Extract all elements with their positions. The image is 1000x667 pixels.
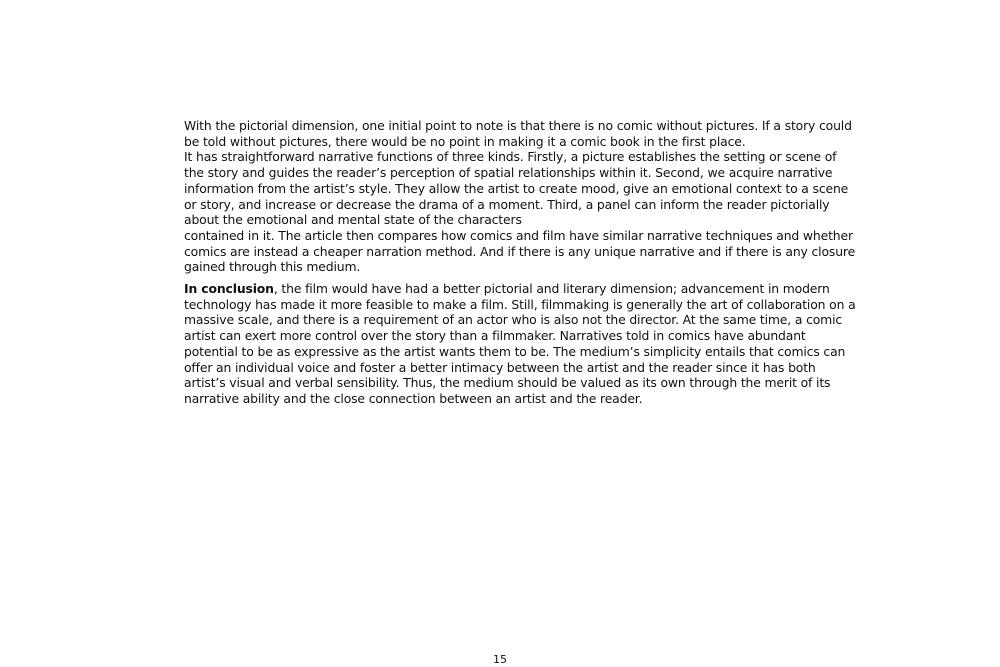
page-number: 15 bbox=[493, 653, 507, 666]
paragraph-narrative-functions: It has straightforward narrative functions of three kinds. Firstly, a picture establishes the setting or scene of the story and guides the reader’s perception of spatial relationships within it. Second, we acquire narrative information from the artist’s style. They allow the artist to create mood, give an emotional context to a scene or story, and increase or decrease the drama of a moment. Third, a panel can inform the reader pictorially about the emotional and mental state of the characters bbox=[184, 149, 849, 228]
paragraph-conclusion bbox=[184, 281, 860, 407]
paragraph-pictorial-dimension: With the pictorial dimension, one initial point to note is that there is no comic without pictures. If a story could be told without pictures, there would be no point in making it a comic book in the first place. bbox=[184, 118, 852, 149]
conclusion-lead: In conclusion bbox=[184, 281, 274, 297]
paragraph-article-comparison: contained in it. The article then compares how comics and film have similar narrative techniques and whether comics are instead a cheaper narration method. And if there is any unique narrative and if there is any closure gained through this medium. bbox=[184, 227, 856, 275]
document-body bbox=[184, 118, 860, 407]
conclusion-text: , the film would have had a better pictorial and literary dimension; advancement in modern technology has made it more feasible to make a film. Still, filmmaking is generally the art of collaboration on a massive scale, and there is a requirement of an actor who is also not the director. At the same time, a comic artist can exert more control over the story than a filmmaker. Narratives told in comics have abundant potential to be as expressive as the artist wants them to be. The medium’s simplicity entails that comics can offer an individual voice and foster a better intimacy between the artist and the reader since it has both artist’s visual and verbal sensibility. Thus, the medium should be valued as its own through the merit of its narrative ability and the close connection between an artist and the reader. bbox=[184, 281, 856, 406]
